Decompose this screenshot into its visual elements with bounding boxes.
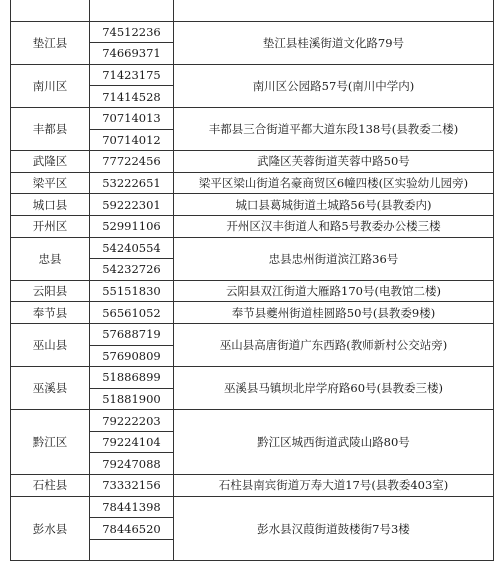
district-name-cell: 黔江区 (11, 410, 90, 475)
district-name-cell: 云阳县 (11, 280, 90, 302)
phone-number-cell: 74512236 (90, 21, 174, 43)
directory-table-body (11, 0, 494, 561)
office-address-cell: 梁平区梁山街道名豪商贸区6幢四楼(区实验幼儿园旁) (174, 172, 494, 194)
table-row-cutoff (11, 0, 494, 21)
phone-number-cell: 79247088 (90, 453, 174, 475)
phone-number-cell: 79222203 (90, 410, 174, 432)
phone-number-cell: 71423175 (90, 64, 174, 86)
office-address-cell: 城口县葛城街道土城路56号(县教委内) (174, 194, 494, 216)
table-row (11, 215, 494, 237)
office-address-cell: 黔江区城西街道武陵山路80号 (174, 410, 494, 475)
table-row (11, 475, 494, 497)
table-row (11, 410, 494, 432)
office-address-cell: 奉节县夔州街道桂圆路50号(县教委9楼) (174, 302, 494, 324)
district-name-cell: 南川区 (11, 64, 90, 107)
phone-number-cell: 51881900 (90, 388, 174, 410)
office-address-cell: 南川区公园路57号(南川中学内) (174, 64, 494, 107)
phone-number-cell: 55151830 (90, 280, 174, 302)
office-address-cell: 石柱县南宾街道万寿大道17号(县教委403室) (174, 475, 494, 497)
phone-number-cell: 52991106 (90, 215, 174, 237)
office-address-cell: 忠县忠州街道滨江路36号 (174, 237, 494, 280)
table-row (11, 496, 494, 518)
office-address-cell: 巫溪县马镇坝北岸学府路60号(县教委三楼) (174, 367, 494, 410)
phone-number-cell: 79224104 (90, 431, 174, 453)
phone-number-cell: 77722456 (90, 151, 174, 173)
district-name-cell: 武隆区 (11, 151, 90, 173)
phone-number-cell: 51886899 (90, 367, 174, 389)
district-name-cell: 丰都县 (11, 107, 90, 150)
phone-number-cell: 56561052 (90, 302, 174, 324)
district-name-cell: 奉节县 (11, 302, 90, 324)
phone-number-cell: 53222651 (90, 172, 174, 194)
directory-container (10, 0, 493, 561)
office-address-cell: 云阳县双江街道大雁路170号(电教馆二楼) (174, 280, 494, 302)
table-row (11, 367, 494, 389)
phone-number-cell: 78446520 (90, 518, 174, 540)
phone-number-cell: 73332156 (90, 475, 174, 497)
district-name-cell: 巫山县 (11, 323, 90, 366)
office-address-cell: 巫山县高唐街道广东西路(教师新村公交站旁) (174, 323, 494, 366)
phone-number-cell: 70714013 (90, 107, 174, 129)
table-row (11, 302, 494, 324)
phone-number-cell: 78441398 (90, 496, 174, 518)
table-row (11, 237, 494, 259)
district-name-cell: 忠县 (11, 237, 90, 280)
table-row (11, 151, 494, 173)
cutoff-cell (11, 0, 90, 21)
office-address-cell: 开州区汉丰街道人和路5号教委办公楼三楼 (174, 215, 494, 237)
table-row (11, 107, 494, 129)
phone-number-cell: 59222301 (90, 194, 174, 216)
table-row (11, 64, 494, 86)
table-row (11, 172, 494, 194)
phone-number-cell: 57688719 (90, 323, 174, 345)
table-row (11, 280, 494, 302)
phone-number-cell: 54232726 (90, 259, 174, 281)
office-address-cell: 垫江县桂溪街道文化路79号 (174, 21, 494, 64)
exam-office-directory-table (10, 0, 494, 561)
district-name-cell: 巫溪县 (11, 367, 90, 410)
table-row (11, 323, 494, 345)
district-name-cell: 开州区 (11, 215, 90, 237)
office-address-cell: 彭水县汉葭街道鼓楼街7号3楼 (174, 496, 494, 561)
district-name-cell: 垫江县 (11, 21, 90, 64)
table-row (11, 194, 494, 216)
phone-number-cell (90, 539, 174, 561)
office-address-cell: 丰都县三合街道平都大道东段138号(县教委二楼) (174, 107, 494, 150)
phone-number-cell: 74669371 (90, 43, 174, 65)
cutoff-cell (174, 0, 494, 21)
phone-number-cell: 70714012 (90, 129, 174, 151)
district-name-cell: 石柱县 (11, 475, 90, 497)
district-name-cell: 梁平区 (11, 172, 90, 194)
office-address-cell: 武隆区芙蓉街道芙蓉中路50号 (174, 151, 494, 173)
district-name-cell: 彭水县 (11, 496, 90, 561)
cutoff-cell (90, 0, 174, 21)
table-row (11, 21, 494, 43)
phone-number-cell: 57690809 (90, 345, 174, 367)
district-name-cell: 城口县 (11, 194, 90, 216)
phone-number-cell: 71414528 (90, 86, 174, 108)
phone-number-cell: 54240554 (90, 237, 174, 259)
